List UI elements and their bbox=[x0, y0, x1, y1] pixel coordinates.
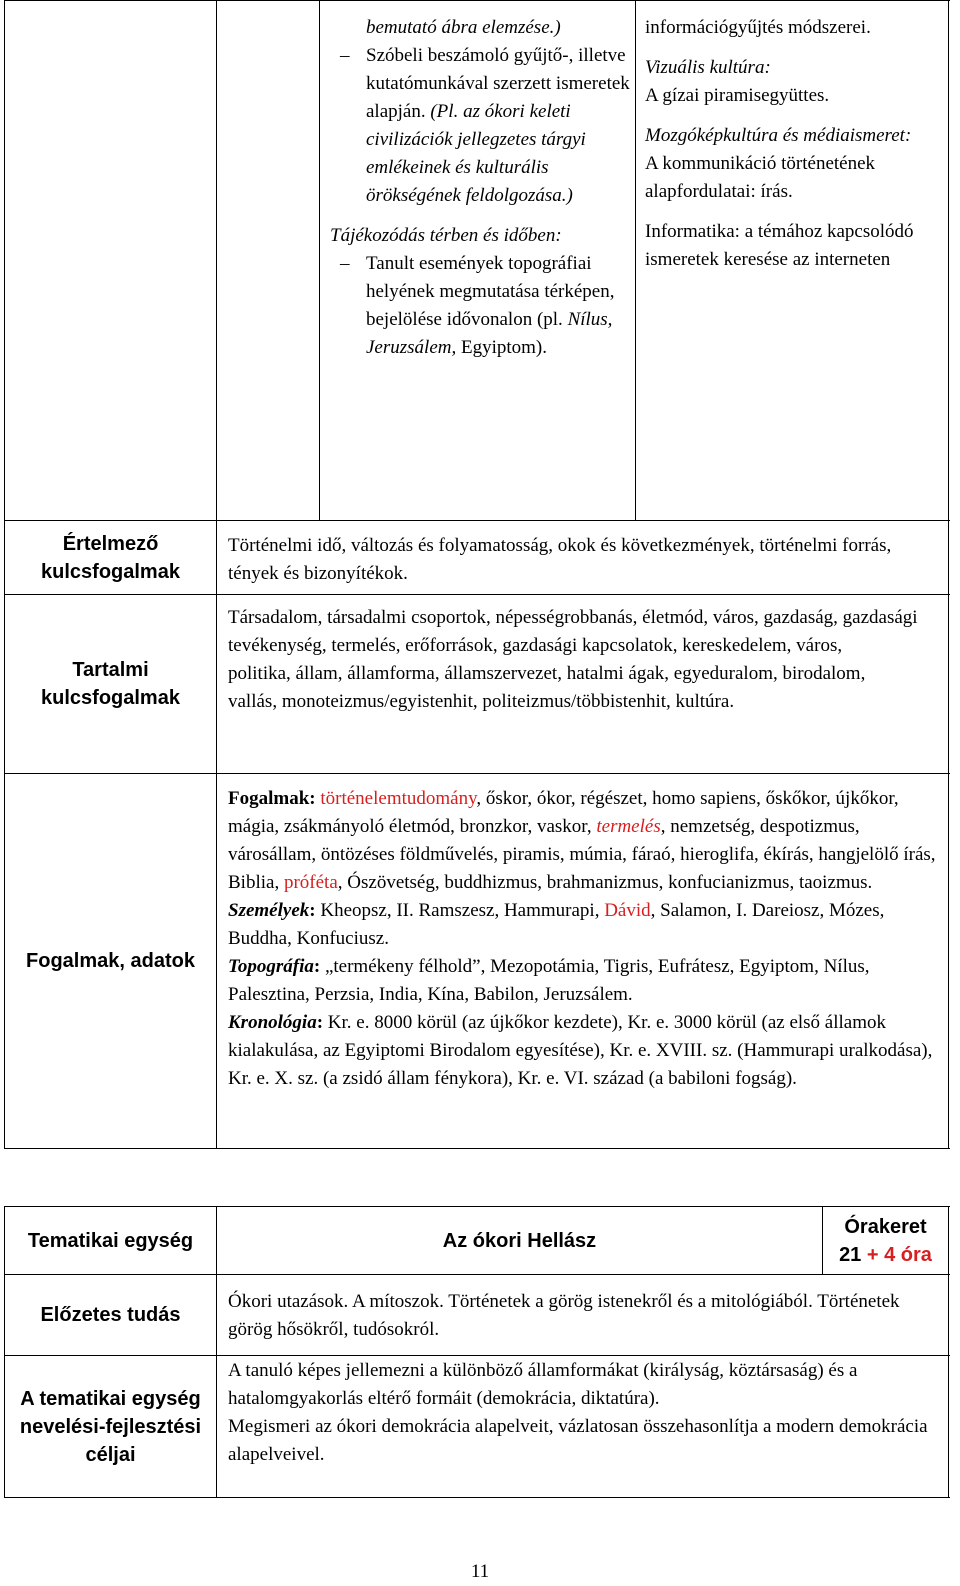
col2-item2 bbox=[330, 250, 630, 362]
col2-item2-italic: Nílus, Jeruzsálem, bbox=[366, 309, 613, 358]
tartalmi-label-cell bbox=[5, 595, 216, 773]
topography-text: „termékeny félhold”, Mezopotámia, Tigris, Eufrátesz, Egyiptom, Nílus, Palesztina, Perzsia, India, Kína, Babilon, Jeruzsálem. bbox=[228, 956, 870, 1005]
topography-label: Topográfia bbox=[228, 956, 314, 977]
visual-culture-text: A gízai piramisegyüttes. bbox=[645, 85, 830, 106]
celjai-label: A tematikai egység nevelési-fejlesztési céljai bbox=[19, 1387, 202, 1466]
col2-item1-text: Szóbeli beszámoló gyűjtő-, illetve kutatómunkával szerzett ismeretek alapján. bbox=[366, 45, 630, 122]
fogalmak-label: Fogalmak, adatok bbox=[26, 950, 195, 972]
ertelmezo-text-cell bbox=[228, 532, 943, 588]
tartalmi-text-cell bbox=[228, 604, 943, 716]
concept-red-1: történelemtudomány bbox=[320, 788, 477, 809]
visual-culture-title: Vizuális kultúra: bbox=[645, 57, 771, 78]
media-text: A kommunikáció történetének alapfordulatai: írás. bbox=[645, 153, 876, 202]
methods-cell bbox=[330, 14, 630, 362]
elozetes-text-cell bbox=[228, 1288, 943, 1344]
tematikai-label: Tematikai egység bbox=[27, 1229, 194, 1252]
concepts-text-3: , Ószövetség, buddhizmus, brahmanizmus, konfucianizmus, taoizmus. bbox=[337, 872, 873, 893]
topography-paragraph bbox=[228, 953, 943, 1009]
concept-red-3: próféta bbox=[283, 872, 338, 893]
persons-label: Személyek bbox=[228, 900, 310, 921]
chronology-colon: : bbox=[316, 1012, 324, 1033]
col2-item1-italic: (Pl. az ókori keleti civilizációk jellegzetes tárgyi emlékeinek és kulturális örökségének feldolgozása.) bbox=[366, 101, 586, 206]
ertelmezo-label: Értelmező kulcsfogalmak bbox=[41, 532, 180, 583]
tartalmi-p1: Társadalom, társadalmi csoportok, népességrobbanás, életmód, város, gazdaság, gazdasági tevékenység, termelés, erőforrások, gazdasági kapcsolatok, kereskedelem, város, bbox=[228, 607, 918, 656]
col2-item2-end: Egyiptom). bbox=[460, 337, 548, 358]
tematikai-label-cell bbox=[5, 1207, 216, 1274]
hours-value bbox=[839, 1241, 932, 1269]
tartalmi-p3: vallás, monoteizmus/egyistenhit, politeizmus/többistenhit, kultúra. bbox=[228, 691, 735, 712]
page-number: 11 bbox=[470, 1561, 490, 1582]
concepts-text-1: , őskor, ókor, régészet, homo sapiens, őskőkor, újkőkor, mágia, zsákmányoló életmód, bronzkor, vaskor, bbox=[228, 788, 899, 837]
col2-line1: bemutató ábra elemzése.) bbox=[366, 17, 561, 38]
unit-title: Az ókori Hellász bbox=[442, 1229, 597, 1252]
fogalmak-label-cell bbox=[5, 774, 216, 1148]
elozetes-text: Ókori utazások. A mítoszok. Történetek a görög istenekről és a mitológiából. Történetek görög hősökről, tudósokról. bbox=[228, 1291, 900, 1340]
topography-colon: : bbox=[313, 956, 321, 977]
connections-cell bbox=[645, 14, 945, 274]
concepts-text-2: , nemzetség, despotizmus, városállam, öntözéses földművelés, piramis, múmia, fáraó, hieroglifa, ékírás, hangjelölő írás, Biblia, bbox=[228, 816, 936, 893]
person-red: Dávid bbox=[604, 900, 651, 921]
persons-paragraph bbox=[228, 897, 943, 953]
persons-colon: : bbox=[309, 900, 316, 921]
concepts-paragraph bbox=[228, 785, 943, 897]
celjai-p1: A tanuló képes jellemezni a különböző államformákat (királyság, köztársaság) és a hatalomgyakorlás eltérő formáit (demokrácia, diktatúra). bbox=[228, 1360, 858, 1409]
orientation-title: Tájékozódás térben és időben: bbox=[330, 225, 562, 246]
celjai-text-cell bbox=[228, 1357, 943, 1469]
chronology-label: Kronológia bbox=[228, 1012, 317, 1033]
hours-extra: + 4 óra bbox=[861, 1243, 932, 1266]
concept-red-2: termelés bbox=[596, 816, 661, 837]
elozetes-label-cell bbox=[5, 1275, 216, 1355]
celjai-label-cell bbox=[14, 1356, 207, 1497]
col2-item1 bbox=[330, 42, 630, 210]
celjai-p2: Megismeri az ókori demokrácia alapelveit, vázlatosan összehasonlítja a modern demokrácia alapelveivel. bbox=[228, 1416, 928, 1465]
media-title: Mozgóképkultúra és médiaismeret: bbox=[645, 125, 912, 146]
unit-title-cell bbox=[217, 1207, 822, 1274]
tartalmi-label: Tartalmi kulcsfogalmak bbox=[41, 659, 180, 709]
hours-base: 21 bbox=[839, 1243, 862, 1266]
fogalmak-text-cell bbox=[228, 785, 943, 1093]
col2-item2-text: Tanult események topográfiai helyének megmutatása térképen, bejelölése idővonalon (pl. bbox=[366, 253, 615, 330]
ertelmezo-text: Történelmi idő, változás és folyamatosság, okok és következmények, történelmi forrás, tények és bizonyítékok. bbox=[228, 535, 892, 584]
orakeret-label: Órakeret bbox=[844, 1215, 927, 1238]
tartalmi-p2: politika, állam, államforma, államszervezet, hatalmi ágak, egyeduralom, birodalom, bbox=[228, 663, 866, 684]
ertelmezo-label-cell bbox=[5, 521, 216, 594]
elozetes-label: Előzetes tudás bbox=[40, 1304, 181, 1326]
concepts-label: Fogalmak: bbox=[228, 788, 316, 809]
chronology-text: Kr. e. 8000 körül (az újkőkor kezdete), Kr. e. 3000 körül (az első államok kialakulása, az Egyiptomi Birodalom egyesítése), Kr. e. XVIII. sz. (Hammurapi uralkodása), Kr. e. X. sz. (a zsidó állam fénykora), Kr. e. VI. század (a babiloni fogság). bbox=[228, 1012, 933, 1089]
chronology-paragraph bbox=[228, 1009, 943, 1093]
informatics-text: Informatika: a témához kapcsolódó ismeretek keresése az interneten bbox=[645, 221, 914, 270]
persons-text: Kheopsz, II. Ramszesz, Hammurapi, bbox=[315, 900, 605, 921]
col3-line1: információgyűjtés módszerei. bbox=[645, 17, 871, 38]
persons-text-end: , Salamon, I. Dareiosz, Mózes, Buddha, Konfuciusz. bbox=[228, 900, 885, 949]
orakeret-cell bbox=[823, 1207, 948, 1274]
